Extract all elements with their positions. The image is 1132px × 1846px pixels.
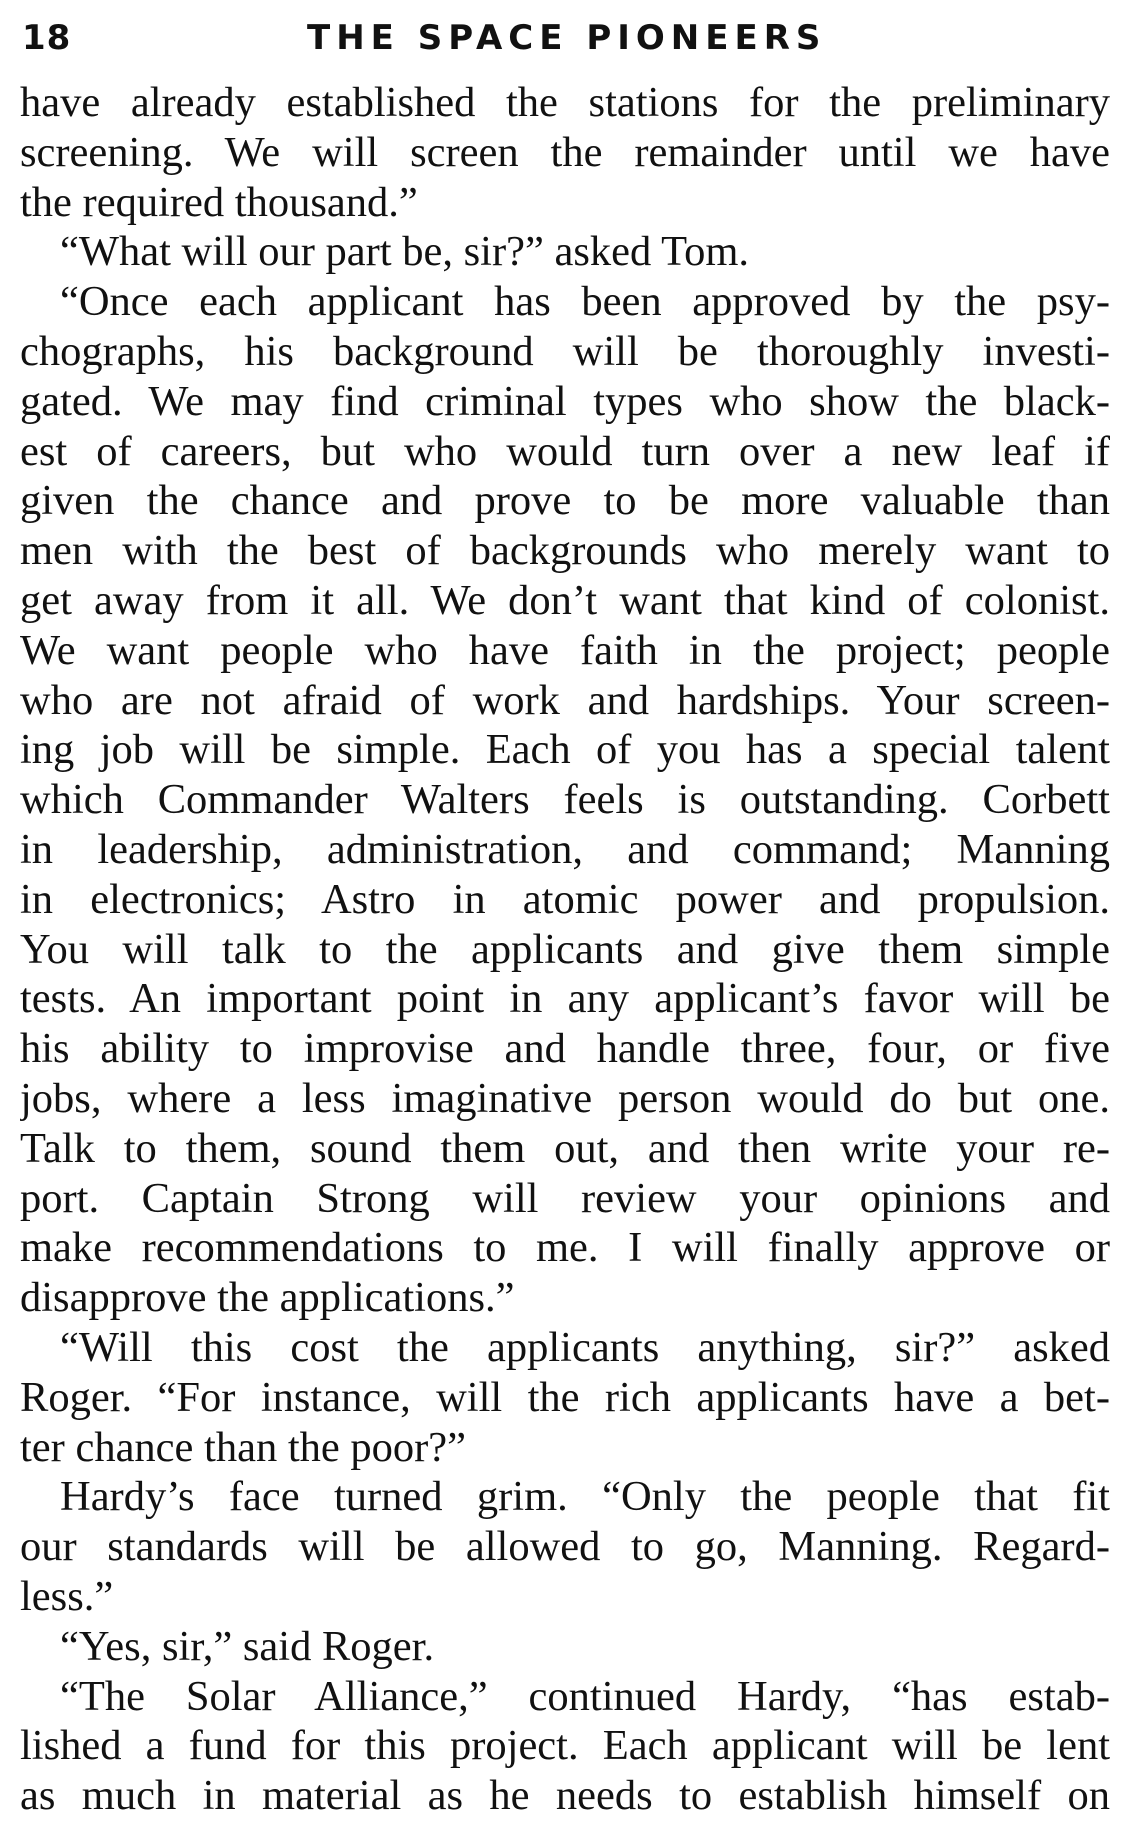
text-line: “Will this cost the applicants anything, sir?” asked bbox=[60, 1323, 1110, 1371]
text-line: disapprove the applications.” bbox=[20, 1274, 515, 1322]
text-line: “Once each applicant has been approved by the psy- bbox=[60, 278, 1110, 326]
text-line: in leadership, administration, and command; Manning bbox=[20, 825, 1110, 873]
text-line: lished a fund for this project. Each applicant will be lent bbox=[20, 1722, 1110, 1770]
text-line: chographs, his background will be thoroughly investi- bbox=[20, 327, 1110, 375]
text-line: tests. An important point in any applicant’s favor will be bbox=[20, 975, 1110, 1023]
text-line: in electronics; Astro in atomic power and propulsion. bbox=[20, 875, 1110, 923]
text-line: men with the best of backgrounds who merely want to bbox=[20, 527, 1110, 575]
text-line: est of careers, but who would turn over a new leaf if bbox=[20, 427, 1110, 475]
body-text bbox=[20, 78, 1110, 1821]
text-line: Roger. “For instance, will the rich applicants have a bet- bbox=[20, 1373, 1110, 1421]
text-line: “Yes, sir,” said Roger. bbox=[60, 1622, 435, 1670]
text-line: “The Solar Alliance,” continued Hardy, “has estab- bbox=[60, 1672, 1110, 1720]
text-line: as much in material as he needs to establish himself on bbox=[20, 1772, 1110, 1820]
text-line: screening. We will screen the remainder until we have bbox=[20, 128, 1110, 176]
running-title: THE SPACE PIONEERS bbox=[307, 18, 827, 58]
page-number: 18 bbox=[22, 18, 72, 58]
text-line: make recommendations to me. I will finally approve or bbox=[20, 1224, 1110, 1272]
text-line: have already established the stations for the preliminary bbox=[20, 79, 1110, 126]
text-line: port. Captain Strong will review your opinions and bbox=[20, 1174, 1110, 1222]
text-line: our standards will be allowed to go, Manning. Regard- bbox=[20, 1523, 1110, 1571]
text-line: Talk to them, sound them out, and then write your re- bbox=[20, 1124, 1110, 1172]
text-line: You will talk to the applicants and give them simple bbox=[20, 925, 1110, 973]
text-line: ter chance than the poor?” bbox=[20, 1423, 467, 1471]
text-line: ing job will be simple. Each of you has a special talent bbox=[20, 726, 1110, 774]
text-line: who are not afraid of work and hardships. Your screen- bbox=[20, 676, 1110, 724]
text-line: the required thousand.” bbox=[20, 178, 418, 226]
text-line: Hardy’s face turned grim. “Only the people that fit bbox=[60, 1473, 1110, 1521]
running-head bbox=[22, 14, 1112, 64]
text-line: We want people who have faith in the project; people bbox=[20, 626, 1110, 674]
text-line: which Commander Walters feels is outstanding. Corbett bbox=[20, 776, 1110, 824]
text-line: given the chance and prove to be more valuable than bbox=[20, 477, 1110, 525]
text-line: get away from it all. We don’t want that kind of colonist. bbox=[20, 576, 1110, 624]
text-line: jobs, where a less imaginative person would do but one. bbox=[20, 1074, 1110, 1122]
text-line: his ability to improvise and handle three, four, or five bbox=[20, 1025, 1110, 1073]
text-line: gated. We may find criminal types who show the black- bbox=[20, 377, 1110, 425]
text-line: “What will our part be, sir?” asked Tom. bbox=[60, 228, 750, 276]
text-line: less.” bbox=[20, 1572, 114, 1620]
